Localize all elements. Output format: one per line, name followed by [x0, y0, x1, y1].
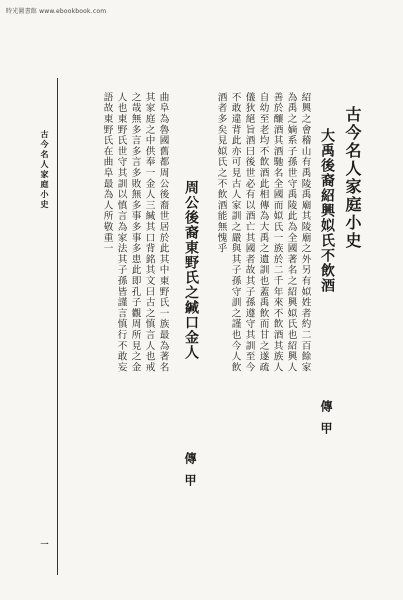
section2-author: 傳甲: [183, 452, 197, 496]
section1-line-7: 酒者多矣見姒氏之不飲酒能無愧乎: [215, 92, 227, 254]
section1-line-6: 不敢違背此亦可見古人家訓之嚴與其子孫守訓之謹也今人飲: [229, 92, 241, 373]
section1-heading: 大禹後裔紹興姒氏不飲酒: [319, 128, 335, 293]
section1-line-5: 儀狄絕旨酒曰後世必有以酒亡其國者故其子孫遵守其訓至今: [243, 92, 255, 373]
section1-line-2: 為禹之嫡系子孫世守禹陵此為全國著名之紹興姒氏也紹興人: [285, 92, 297, 373]
section2-line-5: 語故東野氏在曲阜最為人所敬重一: [101, 92, 113, 254]
section2-heading: 周公後裔東野氏之緘口金人: [183, 180, 199, 360]
section1-author: 傳甲: [319, 400, 333, 444]
section1-line-4: 自幼至老均不飲酒此相傳為大禹之遺訓也蓋禹飲而甘之遂疏: [257, 92, 269, 373]
section2-line-2: 其家庭之中供奉一金人三緘其口背銘其文曰古之慎言人也戒: [143, 92, 155, 373]
section2-line-1: 曲阜為魯國舊都周公後裔世居於此其中東野氏一族最為著名: [157, 92, 169, 373]
page-number: 一: [40, 540, 49, 550]
margin-rule: [57, 78, 58, 575]
section2-line-3: 之哉無多言多言多敗無多事多事多患此即孔子觀周所見之金: [129, 92, 141, 373]
running-head: 古今名人家庭小史: [40, 130, 49, 210]
watermark: 時光圖書館 www.ebookbook.com: [6, 8, 107, 15]
page-title: 古今名人家庭小史: [343, 106, 362, 250]
section1-line-3: 善於釀酒其酒馳名全國而姒氏一族於二千年來不飲酒其族人: [271, 92, 283, 373]
section1-line-1: 紹興之會稽山有禹陵禹廟其陵廟之外另有姒姓者約二百餘家: [299, 92, 311, 373]
section2-line-4: 人也東野氏世守其訓以慎言為家法其子孫皆謹言慎行不敢妄: [115, 92, 127, 373]
